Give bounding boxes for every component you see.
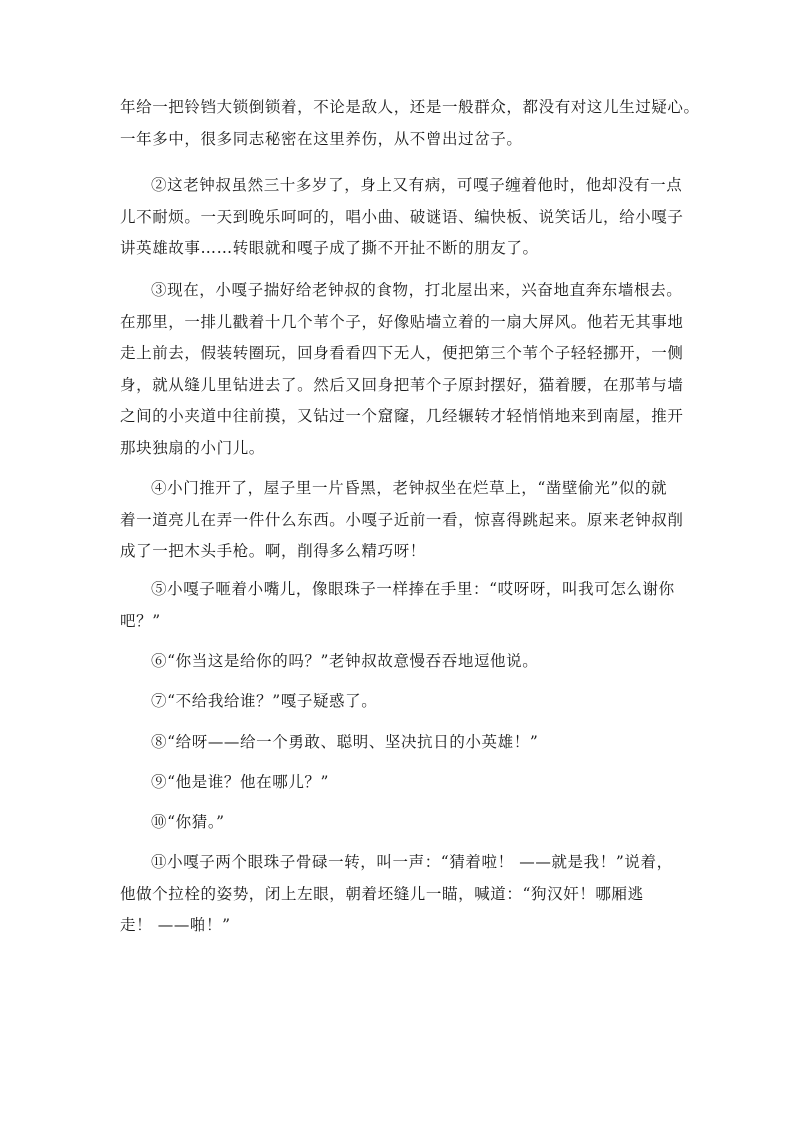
text-line: ⑩“你猜。” — [151, 813, 225, 831]
text-line: ⑧“给呀——给一个勇敢、聪明、坚决抗日的小英雄！” — [151, 733, 539, 751]
text-line: 他做个拉栓的姿势，闭上左眼，朝着坯缝儿一瞄，喊道：“狗汉奸！哪厢逃 — [120, 884, 644, 903]
text-line: 年给一把铃铛大锁倒锁着，不论是敌人，还是一般群众，都没有对这儿生过疑心。 — [120, 98, 700, 116]
text-line: 走上前去，假装转圈玩，回身看看四下无人，便把第三个苇个子轻轻挪开，一侧 — [120, 344, 684, 362]
text-line: ②这老钟叔虽然三十多岁了，身上又有病，可嘎子缠着他时，他却没有一点 — [151, 176, 683, 194]
text-line: ⑥“你当这是给你的吗？”老钟叔故意慢吞吞地逗他说。 — [151, 652, 539, 670]
text-line: ④小门推开了，屋子里一片昏黑，老钟叔坐在烂草上，“凿壁偷光”似的就 — [151, 479, 668, 497]
text-line: 一年多中，很多同志秘密在这里养伤，从不曾出过岔子。 — [120, 129, 523, 148]
paragraph-5 — [120, 574, 680, 637]
text-line: 之间的小夹道中往前摸，又钻过一个窟窿，几经辗转才轻悄悄地来到南屋，推开 — [120, 407, 684, 425]
text-line: 成了一把木头手枪。啊，削得多么精巧呀！ — [120, 542, 426, 560]
text-line: 走！ ——啪！” — [120, 916, 231, 934]
paragraph-7 — [120, 686, 680, 718]
text-line: 那块独扇的小门儿。 — [120, 438, 265, 457]
text-line: ⑤小嘎子咂着小嘴儿，像眼珠子一样捧在手里：“哎呀呀，叫我可怎么谢你 — [151, 580, 675, 598]
text-line: 吧？” — [120, 611, 161, 630]
paragraph-continuation — [120, 92, 700, 155]
text-line: ⑦“不给我给谁？”嘎子疑惑了。 — [151, 692, 378, 710]
text-line: ③现在，小嘎子揣好给老钟叔的食物，打北屋出来，兴奋地直奔东墙根去。 — [151, 281, 683, 299]
text-line: 儿不耐烦。一天到晚乐呵呵的，唱小曲、破谜语、编快板、说笑话儿，给小嘎子 — [120, 207, 684, 226]
paragraph-3 — [120, 275, 684, 464]
text-line: 在那里，一排儿戳着十几个苇个子，好像贴墙立着的一扇大屏风。他若无其事地 — [120, 312, 684, 331]
text-line: ⑪小嘎子两个眼珠子骨碌一转，叫一声：“猜着啦！ ——就是我！”说着， — [151, 853, 673, 871]
paragraph-8 — [120, 727, 680, 759]
paragraph-10 — [120, 807, 680, 839]
text-line: 讲英雄故事……转眼就和嘎子成了撕不开扯不断的朋友了。 — [120, 239, 539, 257]
text-line: ⑨“他是谁？他在哪儿？” — [151, 773, 330, 791]
paragraph-2 — [120, 170, 684, 265]
paragraph-4 — [120, 473, 684, 568]
text-line: 身，就从缝儿里钻进去了。然后又回身把苇个子原封摆好，猫着腰，在那苇与墙 — [120, 375, 684, 394]
text-line: 着一道亮儿在弄一件什么东西。小嘎子近前一看，惊喜得跳起来。原来老钟叔削 — [120, 510, 684, 529]
paragraph-6 — [120, 646, 680, 678]
paragraph-9 — [120, 767, 680, 799]
paragraph-11 — [120, 847, 680, 942]
